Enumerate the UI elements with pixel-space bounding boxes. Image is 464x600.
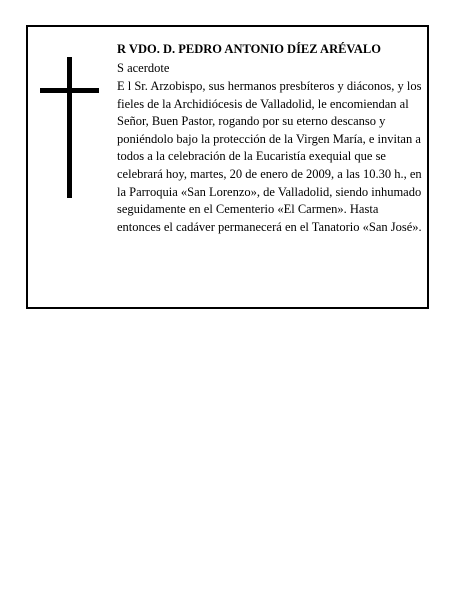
obituary-notice: [26, 25, 429, 309]
cross-vertical-bar: [67, 57, 72, 198]
notice-subtitle: S acerdote: [117, 61, 170, 75]
notice-title: R VDO. D. PEDRO ANTONIO DÍEZ ARÉVALO: [117, 42, 381, 56]
cross-horizontal-bar: [40, 88, 99, 93]
notice-body: E l Sr. Arzobispo, sus hermanos presbíteros y diáconos, y los fieles de la Archidiócesis de Valladolid, le encomiendan al Señor, Buen Pastor, rogando por su eterno descanso y poniéndolo bajo la protección de la Virgen María, e invitan a todos a la celebración de la Eucaristía exequial que se celebrará hoy, martes, 20 de enero de 2009, a las 10.30 h., en la Parroquia «San Lorenzo», de Valladolid, siendo inhumado seguidamente en el Cementerio «El Carmen». Hasta entonces el cadáver permanecerá en el Tanatorio «San José».: [117, 79, 422, 234]
